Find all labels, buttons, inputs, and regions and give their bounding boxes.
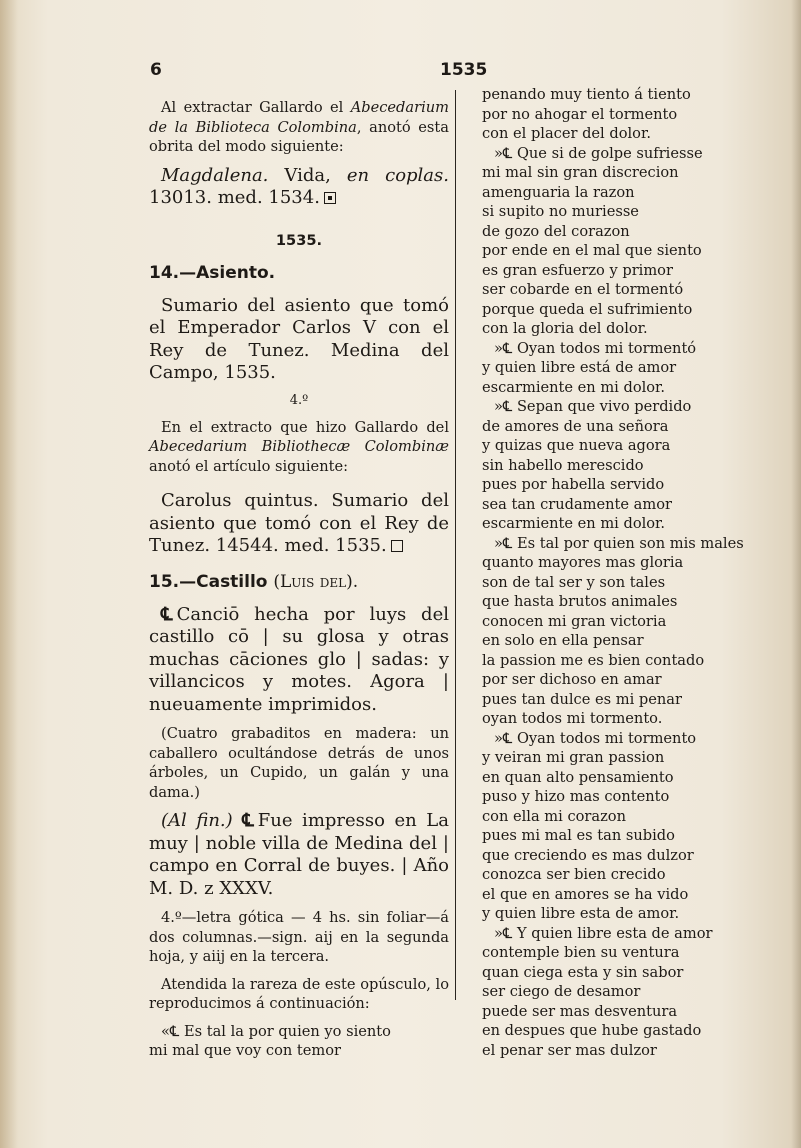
poem-line: la passion me es bien contado (482, 651, 705, 669)
poem-line: »℄ Oyan todos mi tormento (494, 729, 697, 747)
left-column (149, 98, 449, 1061)
poem-line: »℄ Oyan todos mi tormentó (494, 339, 697, 357)
poem-line: de gozo del corazon (482, 222, 630, 240)
poem-line: es gran esfuerzo y primor (482, 261, 673, 279)
poem-line: por ende en el mal que siento (482, 242, 702, 259)
poem-line: por ser dichoso en amar (482, 671, 662, 688)
poem-line: con ella mi corazon (482, 807, 626, 825)
poem-line: mi mal que voy con temor (149, 1042, 342, 1059)
poem-line: quanto mayores mas gloria (482, 554, 684, 571)
poem-line: pues por habella servido (482, 476, 665, 493)
entry-14-citation: Carolus quintus. Sumario del asiento que tomó con el Rey de Tunez. 14544. med. 1535. (149, 490, 449, 556)
poem-line: en despues que hube gastado (482, 1022, 702, 1039)
page-number-left: 6 (150, 60, 162, 80)
entry-15-colophon: (Al fin.) ℄ Fue impresso en La muy | noble villa de Medina del | campo en Corral de buyes. | Año M. D. z XXXV. (149, 810, 449, 899)
poem-line: el que en amores se ha vido (482, 885, 689, 903)
poem-line: penando muy tiento á tiento (482, 86, 691, 103)
poem-line: »℄ Que si de golpe sufriesse (494, 144, 703, 162)
poem-line: oyan todos mi tormento. (482, 710, 663, 727)
entry-15-note: (Cuatro grabaditos en madera: un caballero ocultándose detrás de unos árboles, un Cupido, un galán y una dama.) (149, 725, 449, 801)
poem-line: quan ciega esta y sin sabor (482, 963, 684, 981)
poem-line: si supito no muriesse (482, 203, 639, 220)
page-edge-shadow (791, 0, 801, 1148)
poem-line: pues mi mal es tan subido (482, 827, 675, 844)
poem-line: escarmiente en mi dolor. (482, 515, 666, 532)
poem-line: »℄ Es tal por quien son mis males (494, 534, 744, 552)
year-heading: 1535. (275, 231, 323, 249)
poem-line: en solo en ella pensar (482, 632, 644, 649)
poem-line: por no ahogar el tormento (482, 105, 678, 123)
poem-line: «℄ Es tal la por quien yo siento (161, 1022, 391, 1040)
poem-line: que hasta brutos animales (482, 593, 678, 610)
poem-line: ser ciego de desamor (482, 983, 641, 1000)
poem-line: y quien libre esta de amor. (482, 905, 680, 922)
poem-start (149, 1022, 449, 1061)
entry-15-title: ℄ Canciō hecha por luys del castillo cō | su glosa y otras muchas cāciones glo | sadas: y villancicos y motes. Agora | nueuamente imprimidos. (149, 603, 449, 715)
poem-line: conozca ser bien crecido (482, 866, 666, 883)
poem-line: que creciendo es mas dulzor (482, 846, 694, 864)
poem-line: amenguaria la razon (482, 183, 635, 201)
poem-line: son de tal ser y son tales (482, 573, 666, 591)
poem-line: y veiran mi gran passion (482, 749, 665, 766)
poem-line: puede ser mas desventura (482, 1002, 678, 1020)
entry-15-heading: 15.—Castillo (Luis del). (149, 571, 359, 592)
poem-line: mi mal sin gran discrecion (482, 164, 679, 181)
poem-line: sea tan crudamente amor (482, 495, 672, 513)
poem-line: puso y hizo mas contento (482, 788, 670, 805)
work-title: Abecedarium de la Biblioteca Colombina (149, 99, 449, 136)
column-divider (455, 90, 456, 1000)
ornament-box-icon (324, 192, 336, 204)
poem-line: de amores de una señora (482, 417, 669, 435)
poem-line: con la gloria del dolor. (482, 320, 648, 337)
entry-14-format: 4.º (289, 392, 309, 408)
entry-14-summary: Sumario del asiento que tomó el Emperador Carlos V con el Rey de Tunez. Medina del Campo, 1535. (149, 294, 449, 383)
poem-line: y quizas que nueva agora (482, 437, 671, 454)
poem-line: sin habello merescido (482, 456, 644, 474)
poem-line: escarmiente en mi dolor. (482, 378, 666, 396)
pilcrow-icon: ℄ (161, 603, 173, 625)
page-number-right: 1535 (440, 60, 488, 80)
poem-line: conocen mi gran victoria (482, 612, 667, 630)
poem-line: contemple bien su ventura (482, 944, 680, 961)
poem-line: ser cobarde en el tormentó (482, 281, 684, 298)
intro-paragraph: Al extractar Gallardo el Abecedarium de la Biblioteca Colombina, anotó esta obrita del modo siguiente: (149, 99, 449, 155)
poem-line: el penar ser mas dulzor (482, 1041, 657, 1059)
entry-14-heading: 14.—Asiento. (149, 262, 276, 283)
poem-line: »℄ Sepan que vivo perdido (494, 398, 692, 415)
entry-15-remark: Atendida la rareza de este opúsculo, lo reproducimos á continuación: (149, 975, 449, 1012)
poem-line: con el placer del dolor. (482, 125, 651, 142)
entry-14-note: En el extracto que hizo Gallardo del Abecedarium Bibliothecæ Colombinæ anotó el artículo siguiente: (149, 418, 449, 475)
poem-line: »℄ Y quien libre esta de amor (494, 924, 713, 942)
poem-line: en quan alto pensamiento (482, 768, 674, 786)
poem-line: pues tan dulce es mi penar (482, 690, 682, 708)
right-column-poem (482, 85, 744, 1060)
poem-line: y quien libre está de amor (482, 359, 677, 376)
entry-15-physical-description: 4.º—letra gótica — 4 hs. sin foliar—á dos columnas.—sign. aij en la segunda hoja, y aiij en la tercera. (149, 909, 449, 965)
ornament-box-icon (391, 540, 403, 552)
pilcrow-icon: ℄ (242, 810, 254, 831)
page-gutter-shadow (0, 0, 18, 1148)
magdalena-citation: Magdalena. Vida, en coplas. 13013. med. 1534. (149, 164, 450, 208)
poem-line: porque queda el sufrimiento (482, 300, 693, 318)
